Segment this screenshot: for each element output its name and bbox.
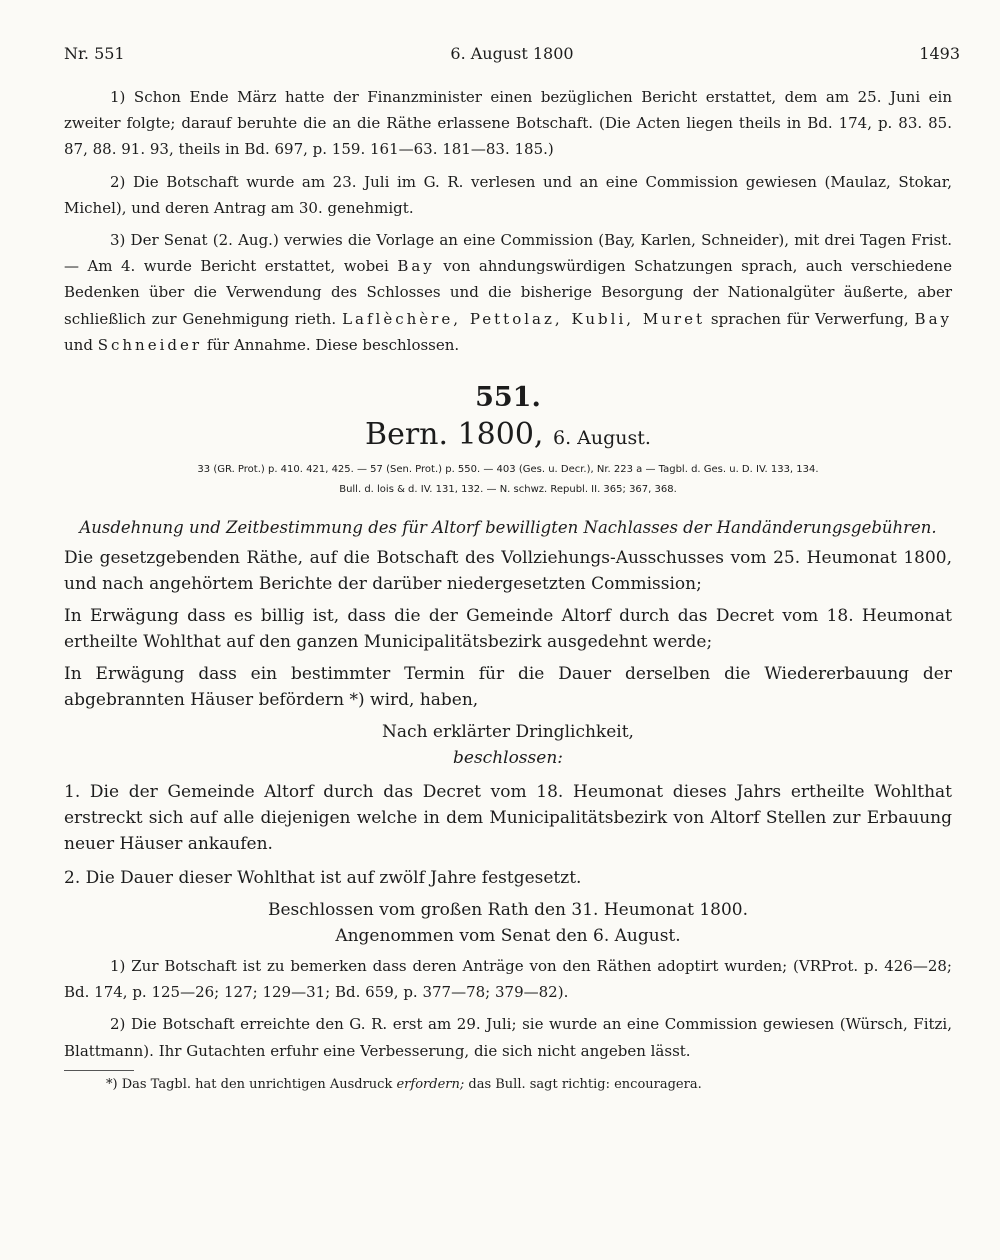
act-body [64,518,952,1092]
preamble-2: In Erwägung dass es billig ist, dass die der Gemeinde Altorf durch das Decret vom 18. Heumonat ertheilte Wohlthat auf den ganzen Municipalitätsbezirk ausgedehnt werde; [64,606,952,652]
page-header [64,44,960,68]
act-note-1: 1) Zur Botschaft ist zu bemerken dass deren Anträge von den Räthen adoptirt wurden; (VRProt. p. 426—28; Bd. 174, p. 125—26; 127; 129—31; Bd. 659, p. 377—78; 379—82). [64,957,952,1002]
article-1: 1. Die der Gemeinde Altorf durch das Decret vom 18. Heumonat dieses Jahrs ertheilte Wohlthat erstreckt sich auf alle diejenigen welche in dem Municipalitätsbezirk von Altorf Stellen zur Erbauung neuer Häuser ankaufen. [64,782,952,854]
preamble-3: In Erwägung dass ein bestimmter Termin für die Dauer derselben die Wiedererbauung der abgebrannten Häuser befördern *) wird, haben, [64,664,952,710]
footnote: *) Das Tagbl. hat den unrichtigen Ausdruck erfordern; das Bull. sagt richtig: encouragera. [106,1076,702,1092]
accepted-line: Angenommen vom Senat den 6. August. [335,926,681,946]
place-year: Bern. 1800, [365,417,544,452]
note-2: 2) Die Botschaft wurde am 23. Juli im G. R. verlesen und an eine Commission gewiesen (Maulaz, Stokar, Michel), und deren Antrag am 30. genehmigt. [64,172,952,217]
preamble-1: Die gesetzgebenden Räthe, auf die Botschaft des Vollziehungs-Ausschusses vom 25. Heumonat 1800, und nach angehörtem Berichte der darüber niedergesetzten Commission; [64,548,952,594]
references-line-1: 33 (GR. Prot.) p. 410. 421, 425. — 57 (Sen. Prot.) p. 550. — 403 (Ges. u. Decr.), Nr. 223 a — Tagbl. d. Ges. u. D. IV. 133, 134. [197,464,819,475]
place-date [64,417,952,452]
urgency-line: Nach erklärter Dringlichkeit, [382,722,634,742]
resolved-line: beschlossen: [453,748,563,768]
act-heading [64,382,952,500]
act-number: 551. [475,382,541,413]
page-number: 1493 [919,44,960,63]
footnote-rule [64,1070,134,1071]
note-3: 3) Der Senat (2. Aug.) verwies die Vorlage an eine Commission (Bay, Karlen, Schneider), mit drei Tagen Frist. — Am 4. wurde Bericht erstattet, wobei Bay von ahndungswürdigen Schatzungen sprach, auch verschiedene Bedenken über die Verwendung des Schlosses und die bisherige Besorgung der Nationalgüter äußerte, aber schließlich zur Genehmigung rieth. Laflèchère, Pettolaz, Kubli, Muret sprachen für Verwerfung, Bay und Schneider für Annahme. Diese beschlossen. [64,231,952,354]
subject-line: Ausdehnung und Zeitbestimmung des für Altorf bewilligten Nachlasses der Handänderungsgebühren. [79,518,937,537]
act-note-2: 2) Die Botschaft erreichte den G. R. erst am 29. Juli; sie wurde an eine Commission gewiesen (Würsch, Fitzi, Blattmann). Ihr Gutachten erfuhr eine Verbesserung, die sich nicht angeben lässt. [64,1015,952,1060]
act-number-header: Nr. 551 [64,44,125,63]
previous-notes [64,84,952,364]
references [64,460,952,500]
references-line-2: Bull. d. lois & d. IV. 131, 132. — N. schwz. Republ. II. 365; 367, 368. [339,484,677,495]
act-date: 6. August. [553,427,651,449]
note-1: 1) Schon Ende März hatte der Finanzminister einen bezüglichen Bericht erstattet, dem am 25. Juni ein zweiter folgte; darauf beruhte die an die Räthe erlassene Botschaft. (Die Acten liegen theils in Bd. 174, p. 83. 85. 87, 88. 91. 93, theils in Bd. 697, p. 159. 161—63. 181—83. 185.) [64,88,952,159]
passed-line: Beschlossen vom großen Rath den 31. Heumonat 1800. [267,900,749,920]
article-2: 2. Die Dauer dieser Wohlthat ist auf zwölf Jahre festgesetzt. [64,868,582,888]
date-header: 6. August 1800 [450,44,574,63]
